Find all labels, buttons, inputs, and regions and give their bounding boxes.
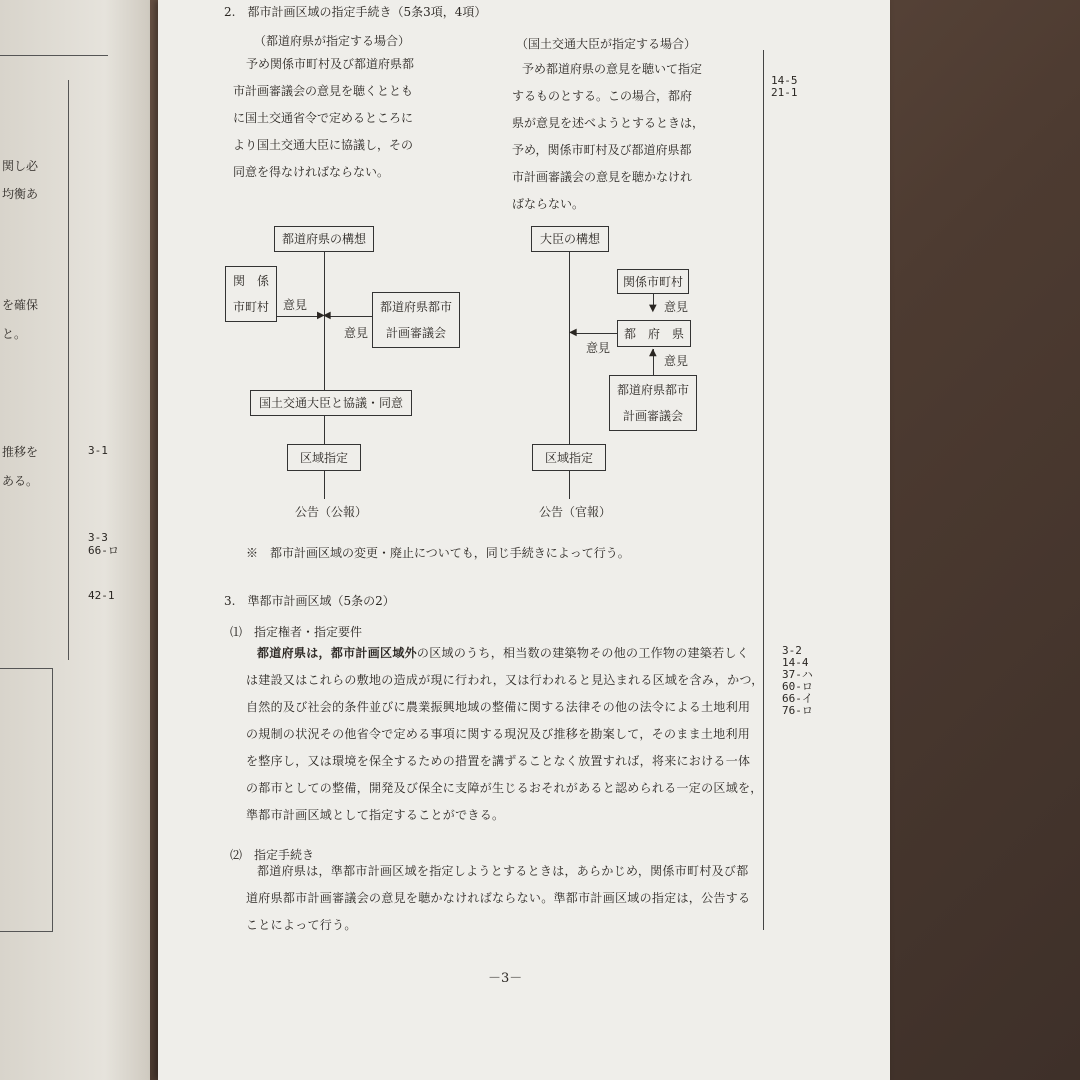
arrow-up-icon: ▲ (649, 347, 657, 358)
paragraph-line: の都市としての整備，開発及び保全に支障が生じるおそれがあると認められる一定の区域を， (246, 781, 763, 795)
left-page-text: 関し必 (2, 159, 39, 173)
case-text-line: するものとする。この場合，都府 (512, 89, 693, 103)
flow-arrow-line (328, 316, 372, 317)
flow-connector (569, 471, 570, 499)
flow-notice: 公告（官報） (539, 505, 612, 519)
arrow-down-icon: ▼ (649, 303, 657, 314)
case-title: （国土交通大臣が指定する場合） (516, 37, 697, 51)
flow-label-opinion: 意見 (283, 298, 308, 312)
paragraph-text: の区域のうち，相当数の建築物その他の工作物の建築若しく (416, 646, 750, 660)
flow-connector (324, 252, 325, 392)
arrow-left-icon: ◀ (323, 310, 331, 321)
flow-box-minister-plan: 大臣の構想 (531, 226, 609, 252)
flow-arrow-line (277, 316, 321, 317)
margin-reference: 14-5 21-1 (771, 74, 798, 99)
paragraph-line (257, 640, 749, 667)
case-text-line: に国土交通省令で定めるところに (233, 111, 414, 125)
case-text-line: ばならない。 (512, 197, 585, 211)
flow-connector (569, 252, 570, 444)
left-page-ref: 3-1 (88, 444, 108, 457)
flow-box-designate: 区域指定 (287, 444, 361, 471)
case-text-line: 県が意見を述べようとするときは， (512, 116, 705, 130)
margin-rule (763, 50, 764, 930)
flow-notice: 公告（公報） (295, 505, 368, 519)
left-page-ref: 66-ロ (88, 544, 119, 557)
case-text-line: 予め関係市町村及び都道府県都 (246, 57, 415, 71)
note-text: ※ 都市計画区域の変更・廃止についても，同じ手続きによって行う。 (246, 546, 630, 560)
emphasis-text: 都市計画区域外 (330, 646, 417, 660)
left-page-ref: 3-3 (88, 531, 108, 544)
flow-box-municipality: 関 係 市町村 (225, 266, 277, 322)
page-number: －3－ (488, 971, 523, 986)
flow-box-designate: 区域指定 (532, 444, 606, 471)
flow-label-opinion: 意見 (344, 326, 369, 340)
flow-label-opinion: 意見 (586, 341, 611, 355)
case-text-line: 市計画審議会の意見を聴くととも (233, 84, 414, 98)
flow-box-council: 都道府県都市 計画審議会 (609, 375, 697, 431)
flow-connector (324, 416, 325, 444)
left-page-text: と。 (2, 327, 27, 341)
flow-box-municipality: 関係市町村 (617, 269, 689, 294)
left-page-text: 推移を (2, 445, 39, 459)
document-page (158, 0, 890, 1080)
paragraph-line: 自然的及び社会的条件並びに農業振興地域の整備に関する法律その他の法令による土地利用 (246, 700, 751, 714)
flow-label-opinion: 意見 (664, 354, 689, 368)
margin-reference: 3-2 14-4 37-ハ 60-ロ 66-イ 76-ロ (782, 644, 813, 717)
paragraph-line: は建設又はこれらの敷地の造成が現に行われ，又は行われると見込まれる区域を含み，かつ， (246, 673, 764, 687)
left-facing-page (0, 0, 150, 1080)
flow-box-council: 都道府県都市 計画審議会 (372, 292, 460, 348)
flow-connector (324, 471, 325, 499)
arrow-left-icon: ◀ (569, 327, 577, 338)
case-text-line: 同意を得なければならない。 (233, 165, 390, 179)
paragraph-line: 準都市計画区域として指定することができる。 (246, 808, 505, 822)
case-title: （都道府県が指定する場合） (254, 34, 411, 48)
subsection-title: ⑴ 指定権者・指定要件 (230, 625, 363, 639)
left-page-text: を確保 (2, 298, 39, 312)
flow-arrow-line (574, 333, 617, 334)
left-page-margin-line (68, 80, 69, 660)
flow-box-consult: 国土交通大臣と協議・同意 (250, 390, 412, 416)
case-text-line: 予め，関係市町村及び都道府県都 (512, 143, 692, 157)
flow-box-prefecture: 都 府 県 (617, 320, 691, 347)
left-page-rule (0, 55, 108, 56)
paragraph-line: の規制の状況その他省令で定める事項に関する現況及び推移を勘案して，そのまま土地利用 (246, 727, 751, 741)
paragraph-line: ことによって行う。 (246, 918, 357, 932)
paragraph-line: 都道府県は，準都市計画区域を指定しようとするときは，あらかじめ，関係市町村及び都 (257, 864, 749, 878)
flow-box-pref-plan: 都道府県の構想 (274, 226, 374, 252)
paragraph-line: を整序し，又は環境を保全するための措置を講ずることなく放置すれば，将来における一体 (246, 754, 751, 768)
paragraph-line: 道府県都市計画審議会の意見を聴かなければならない。準都市計画区域の指定は，公告する (246, 891, 751, 905)
left-page-box (0, 668, 53, 932)
arrow-right-icon: ▶ (317, 310, 325, 321)
emphasis-text: 都道府県は， (257, 646, 331, 660)
case-text-line: 予め都道府県の意見を聴いて指定 (522, 62, 703, 76)
case-text-line: より国土交通大臣に協議し，その (233, 138, 414, 152)
section-heading: 3. 準都市計画区域（5条の2） (224, 594, 395, 608)
subsection-title: ⑵ 指定手続き (230, 848, 315, 862)
section-heading: 2. 都市計画区域の指定手続き（5条3項，4項） (224, 5, 487, 19)
flow-label-opinion: 意見 (664, 300, 689, 314)
left-page-ref: 42-1 (88, 589, 115, 602)
case-text-line: 市計画審議会の意見を聴かなけれ (512, 170, 693, 184)
left-page-text: 均衡あ (2, 187, 39, 201)
left-page-text: ある。 (2, 474, 39, 488)
